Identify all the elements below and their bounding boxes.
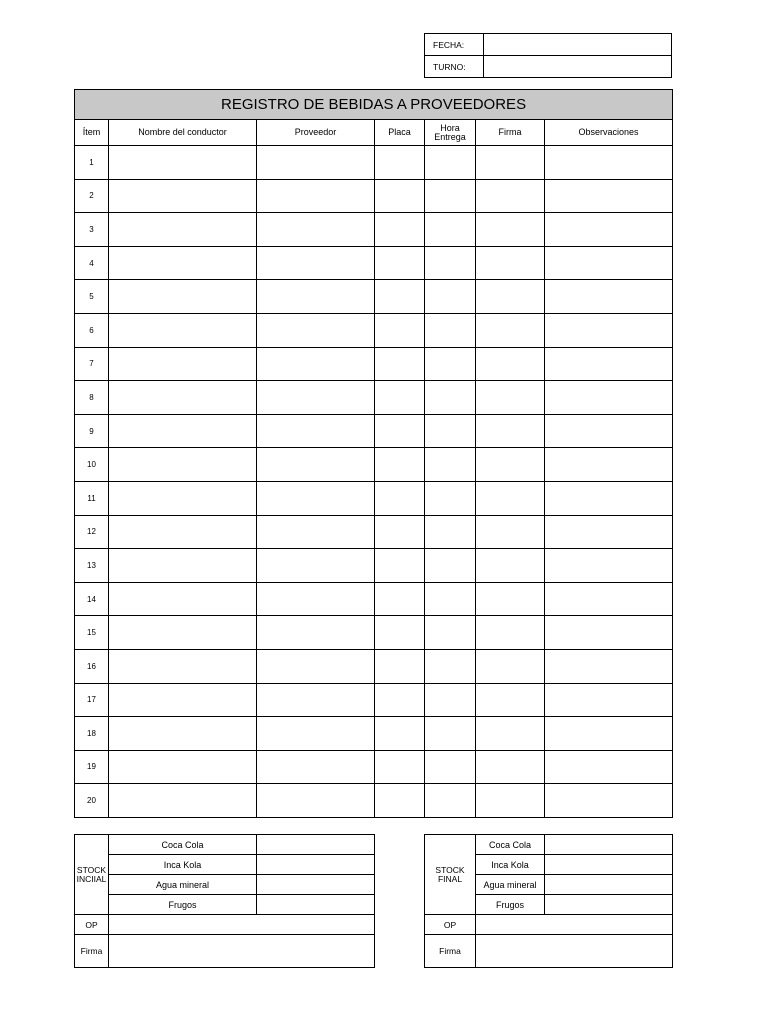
fecha-label: FECHA: bbox=[425, 34, 484, 56]
stock-final-firma-label: Firma bbox=[425, 935, 476, 968]
observations-cell[interactable] bbox=[545, 649, 673, 683]
col-header-signature: Firma bbox=[476, 120, 545, 146]
stock-final-box bbox=[424, 834, 673, 968]
plate-cell[interactable] bbox=[375, 481, 425, 515]
observations-cell[interactable] bbox=[545, 549, 673, 583]
supplier-cell[interactable] bbox=[257, 515, 375, 549]
row-number: 18 bbox=[75, 717, 109, 751]
stock-final-value[interactable] bbox=[545, 875, 673, 895]
plate-cell[interactable] bbox=[375, 515, 425, 549]
table-row bbox=[75, 313, 673, 347]
row-number: 11 bbox=[75, 481, 109, 515]
observations-cell[interactable] bbox=[545, 717, 673, 751]
observations-cell[interactable] bbox=[545, 515, 673, 549]
row-number: 16 bbox=[75, 649, 109, 683]
stock-initial-item: Frugos bbox=[109, 895, 257, 915]
plate-cell[interactable] bbox=[375, 146, 425, 180]
table-row bbox=[75, 582, 673, 616]
observations-cell[interactable] bbox=[545, 179, 673, 213]
table-row bbox=[75, 280, 673, 314]
row-number: 4 bbox=[75, 246, 109, 280]
table-row bbox=[75, 481, 673, 515]
stock-initial-box bbox=[74, 834, 375, 968]
supplier-cell[interactable] bbox=[257, 582, 375, 616]
stock-final-firma-field[interactable] bbox=[476, 935, 673, 968]
register-body bbox=[75, 146, 673, 818]
row-number: 3 bbox=[75, 213, 109, 247]
supplier-cell[interactable] bbox=[257, 213, 375, 247]
driver-name-cell[interactable] bbox=[109, 381, 257, 415]
driver-name-cell[interactable] bbox=[109, 582, 257, 616]
plate-cell[interactable] bbox=[375, 784, 425, 818]
signature-cell[interactable] bbox=[476, 313, 545, 347]
supplier-cell[interactable] bbox=[257, 280, 375, 314]
supplier-cell[interactable] bbox=[257, 414, 375, 448]
signature-cell[interactable] bbox=[476, 515, 545, 549]
plate-cell[interactable] bbox=[375, 717, 425, 751]
signature-cell[interactable] bbox=[476, 717, 545, 751]
driver-name-cell[interactable] bbox=[109, 481, 257, 515]
stock-initial-label-line1: STOCK bbox=[76, 864, 107, 875]
driver-name-cell[interactable] bbox=[109, 683, 257, 717]
supplier-cell[interactable] bbox=[257, 246, 375, 280]
stock-final-value[interactable] bbox=[545, 835, 673, 855]
row-number: 10 bbox=[75, 448, 109, 482]
stock-initial-firma-label: Firma bbox=[75, 935, 109, 968]
table-row bbox=[75, 381, 673, 415]
observations-cell[interactable] bbox=[545, 448, 673, 482]
supplier-cell[interactable] bbox=[257, 179, 375, 213]
observations-cell[interactable] bbox=[545, 683, 673, 717]
stock-initial-item: Agua mineral bbox=[109, 875, 257, 895]
table-row bbox=[75, 549, 673, 583]
register-title: REGISTRO DE BEBIDAS A PROVEEDORES bbox=[75, 90, 673, 120]
observations-cell[interactable] bbox=[545, 481, 673, 515]
register-table bbox=[74, 89, 673, 818]
stock-initial-op-field[interactable] bbox=[109, 915, 375, 935]
driver-name-cell[interactable] bbox=[109, 246, 257, 280]
observations-cell[interactable] bbox=[545, 213, 673, 247]
signature-cell[interactable] bbox=[476, 784, 545, 818]
turno-field[interactable] bbox=[484, 56, 672, 78]
driver-name-cell[interactable] bbox=[109, 649, 257, 683]
row-number: 20 bbox=[75, 784, 109, 818]
stock-initial-firma-field[interactable] bbox=[109, 935, 375, 968]
delivery-time-cell[interactable] bbox=[425, 448, 476, 482]
driver-name-cell[interactable] bbox=[109, 179, 257, 213]
plate-cell[interactable] bbox=[375, 649, 425, 683]
signature-cell[interactable] bbox=[476, 616, 545, 650]
plate-cell[interactable] bbox=[375, 750, 425, 784]
signature-cell[interactable] bbox=[476, 750, 545, 784]
table-row bbox=[75, 616, 673, 650]
delivery-time-cell[interactable] bbox=[425, 313, 476, 347]
col-header-observations: Observaciones bbox=[545, 120, 673, 146]
col-header-supplier: Proveedor bbox=[257, 120, 375, 146]
supplier-cell[interactable] bbox=[257, 313, 375, 347]
driver-name-cell[interactable] bbox=[109, 313, 257, 347]
driver-name-cell[interactable] bbox=[109, 146, 257, 180]
plate-cell[interactable] bbox=[375, 549, 425, 583]
plate-cell[interactable] bbox=[375, 414, 425, 448]
row-number: 9 bbox=[75, 414, 109, 448]
delivery-time-cell[interactable] bbox=[425, 414, 476, 448]
date-shift-box bbox=[424, 33, 672, 78]
delivery-time-cell[interactable] bbox=[425, 246, 476, 280]
stock-final-item: Inca Kola bbox=[476, 855, 545, 875]
col-header-delivery-time: Hora Entrega bbox=[425, 120, 476, 146]
col-header-item: Ítem bbox=[75, 120, 109, 146]
stock-final-op-field[interactable] bbox=[476, 915, 673, 935]
stock-initial-value[interactable] bbox=[257, 875, 375, 895]
signature-cell[interactable] bbox=[476, 179, 545, 213]
delivery-time-cell[interactable] bbox=[425, 213, 476, 247]
stock-initial-value[interactable] bbox=[257, 855, 375, 875]
signature-cell[interactable] bbox=[476, 381, 545, 415]
delivery-time-cell[interactable] bbox=[425, 717, 476, 751]
stock-final-item: Agua mineral bbox=[476, 875, 545, 895]
row-number: 8 bbox=[75, 381, 109, 415]
row-number: 15 bbox=[75, 616, 109, 650]
stock-initial-label bbox=[75, 835, 109, 915]
observations-cell[interactable] bbox=[545, 750, 673, 784]
observations-cell[interactable] bbox=[545, 381, 673, 415]
signature-cell[interactable] bbox=[476, 481, 545, 515]
row-number: 12 bbox=[75, 515, 109, 549]
stock-initial-item: Coca Cola bbox=[109, 835, 257, 855]
driver-name-cell[interactable] bbox=[109, 515, 257, 549]
driver-name-cell[interactable] bbox=[109, 717, 257, 751]
row-number: 14 bbox=[75, 582, 109, 616]
row-number: 19 bbox=[75, 750, 109, 784]
table-row bbox=[75, 683, 673, 717]
plate-cell[interactable] bbox=[375, 213, 425, 247]
stock-final-item: Coca Cola bbox=[476, 835, 545, 855]
plate-cell[interactable] bbox=[375, 280, 425, 314]
supplier-cell[interactable] bbox=[257, 616, 375, 650]
signature-cell[interactable] bbox=[476, 246, 545, 280]
supplier-cell[interactable] bbox=[257, 481, 375, 515]
table-row bbox=[75, 717, 673, 751]
row-number: 7 bbox=[75, 347, 109, 381]
table-row bbox=[75, 649, 673, 683]
delivery-time-cell[interactable] bbox=[425, 515, 476, 549]
stock-initial-value[interactable] bbox=[257, 835, 375, 855]
observations-cell[interactable] bbox=[545, 582, 673, 616]
stock-initial-label-line2: INCIIAL bbox=[76, 873, 107, 884]
plate-cell[interactable] bbox=[375, 448, 425, 482]
observations-cell[interactable] bbox=[545, 146, 673, 180]
table-row bbox=[75, 146, 673, 180]
observations-cell[interactable] bbox=[545, 784, 673, 818]
delivery-time-cell[interactable] bbox=[425, 179, 476, 213]
signature-cell[interactable] bbox=[476, 448, 545, 482]
observations-cell[interactable] bbox=[545, 414, 673, 448]
supplier-cell[interactable] bbox=[257, 448, 375, 482]
delivery-time-cell[interactable] bbox=[425, 649, 476, 683]
delivery-time-cell[interactable] bbox=[425, 347, 476, 381]
plate-cell[interactable] bbox=[375, 179, 425, 213]
signature-cell[interactable] bbox=[476, 414, 545, 448]
delivery-time-cell[interactable] bbox=[425, 683, 476, 717]
supplier-cell[interactable] bbox=[257, 717, 375, 751]
plate-cell[interactable] bbox=[375, 683, 425, 717]
row-number: 6 bbox=[75, 313, 109, 347]
row-number: 5 bbox=[75, 280, 109, 314]
plate-cell[interactable] bbox=[375, 616, 425, 650]
delivery-time-cell[interactable] bbox=[425, 280, 476, 314]
plate-cell[interactable] bbox=[375, 347, 425, 381]
stock-final-label bbox=[425, 835, 476, 915]
driver-name-cell[interactable] bbox=[109, 750, 257, 784]
col-header-plate: Placa bbox=[375, 120, 425, 146]
supplier-cell[interactable] bbox=[257, 649, 375, 683]
observations-cell[interactable] bbox=[545, 616, 673, 650]
table-row bbox=[75, 515, 673, 549]
row-number: 17 bbox=[75, 683, 109, 717]
table-row bbox=[75, 448, 673, 482]
plate-cell[interactable] bbox=[375, 381, 425, 415]
delivery-time-cell[interactable] bbox=[425, 582, 476, 616]
signature-cell[interactable] bbox=[476, 347, 545, 381]
supplier-cell[interactable] bbox=[257, 549, 375, 583]
supplier-cell[interactable] bbox=[257, 750, 375, 784]
stock-final-op-label: OP bbox=[425, 915, 476, 935]
supplier-cell[interactable] bbox=[257, 381, 375, 415]
signature-cell[interactable] bbox=[476, 649, 545, 683]
driver-name-cell[interactable] bbox=[109, 448, 257, 482]
plate-cell[interactable] bbox=[375, 313, 425, 347]
supplier-cell[interactable] bbox=[257, 683, 375, 717]
row-number: 1 bbox=[75, 146, 109, 180]
plate-cell[interactable] bbox=[375, 246, 425, 280]
row-number: 2 bbox=[75, 179, 109, 213]
table-row bbox=[75, 750, 673, 784]
driver-name-cell[interactable] bbox=[109, 347, 257, 381]
delivery-time-cell[interactable] bbox=[425, 481, 476, 515]
observations-cell[interactable] bbox=[545, 347, 673, 381]
observations-cell[interactable] bbox=[545, 280, 673, 314]
delivery-time-cell[interactable] bbox=[425, 549, 476, 583]
turno-label: TURNO: bbox=[425, 56, 484, 78]
driver-name-cell[interactable] bbox=[109, 213, 257, 247]
observations-cell[interactable] bbox=[545, 313, 673, 347]
stock-final-label-line2: FINAL bbox=[437, 873, 463, 884]
signature-cell[interactable] bbox=[476, 582, 545, 616]
supplier-cell[interactable] bbox=[257, 784, 375, 818]
stock-initial-op-label: OP bbox=[75, 915, 109, 935]
fecha-field[interactable] bbox=[484, 34, 672, 56]
row-number: 13 bbox=[75, 549, 109, 583]
stock-final-label-line1: STOCK bbox=[435, 864, 465, 875]
signature-cell[interactable] bbox=[476, 549, 545, 583]
table-row bbox=[75, 347, 673, 381]
table-row bbox=[75, 414, 673, 448]
table-row bbox=[75, 179, 673, 213]
supplier-cell[interactable] bbox=[257, 146, 375, 180]
table-row bbox=[75, 213, 673, 247]
delivery-time-cell[interactable] bbox=[425, 784, 476, 818]
stock-final-item: Frugos bbox=[476, 895, 545, 915]
driver-name-cell[interactable] bbox=[109, 549, 257, 583]
stock-final-value[interactable] bbox=[545, 855, 673, 875]
delivery-time-cell[interactable] bbox=[425, 381, 476, 415]
signature-cell[interactable] bbox=[476, 683, 545, 717]
stock-final-value[interactable] bbox=[545, 895, 673, 915]
table-row bbox=[75, 784, 673, 818]
driver-name-cell[interactable] bbox=[109, 280, 257, 314]
signature-cell[interactable] bbox=[476, 213, 545, 247]
driver-name-cell[interactable] bbox=[109, 784, 257, 818]
observations-cell[interactable] bbox=[545, 246, 673, 280]
stock-initial-value[interactable] bbox=[257, 895, 375, 915]
delivery-time-cell[interactable] bbox=[425, 146, 476, 180]
supplier-cell[interactable] bbox=[257, 347, 375, 381]
col-header-driver-name: Nombre del conductor bbox=[109, 120, 257, 146]
stock-initial-item: Inca Kola bbox=[109, 855, 257, 875]
table-row bbox=[75, 246, 673, 280]
plate-cell[interactable] bbox=[375, 582, 425, 616]
signature-cell[interactable] bbox=[476, 280, 545, 314]
delivery-time-cell[interactable] bbox=[425, 750, 476, 784]
driver-name-cell[interactable] bbox=[109, 414, 257, 448]
delivery-time-cell[interactable] bbox=[425, 616, 476, 650]
driver-name-cell[interactable] bbox=[109, 616, 257, 650]
signature-cell[interactable] bbox=[476, 146, 545, 180]
